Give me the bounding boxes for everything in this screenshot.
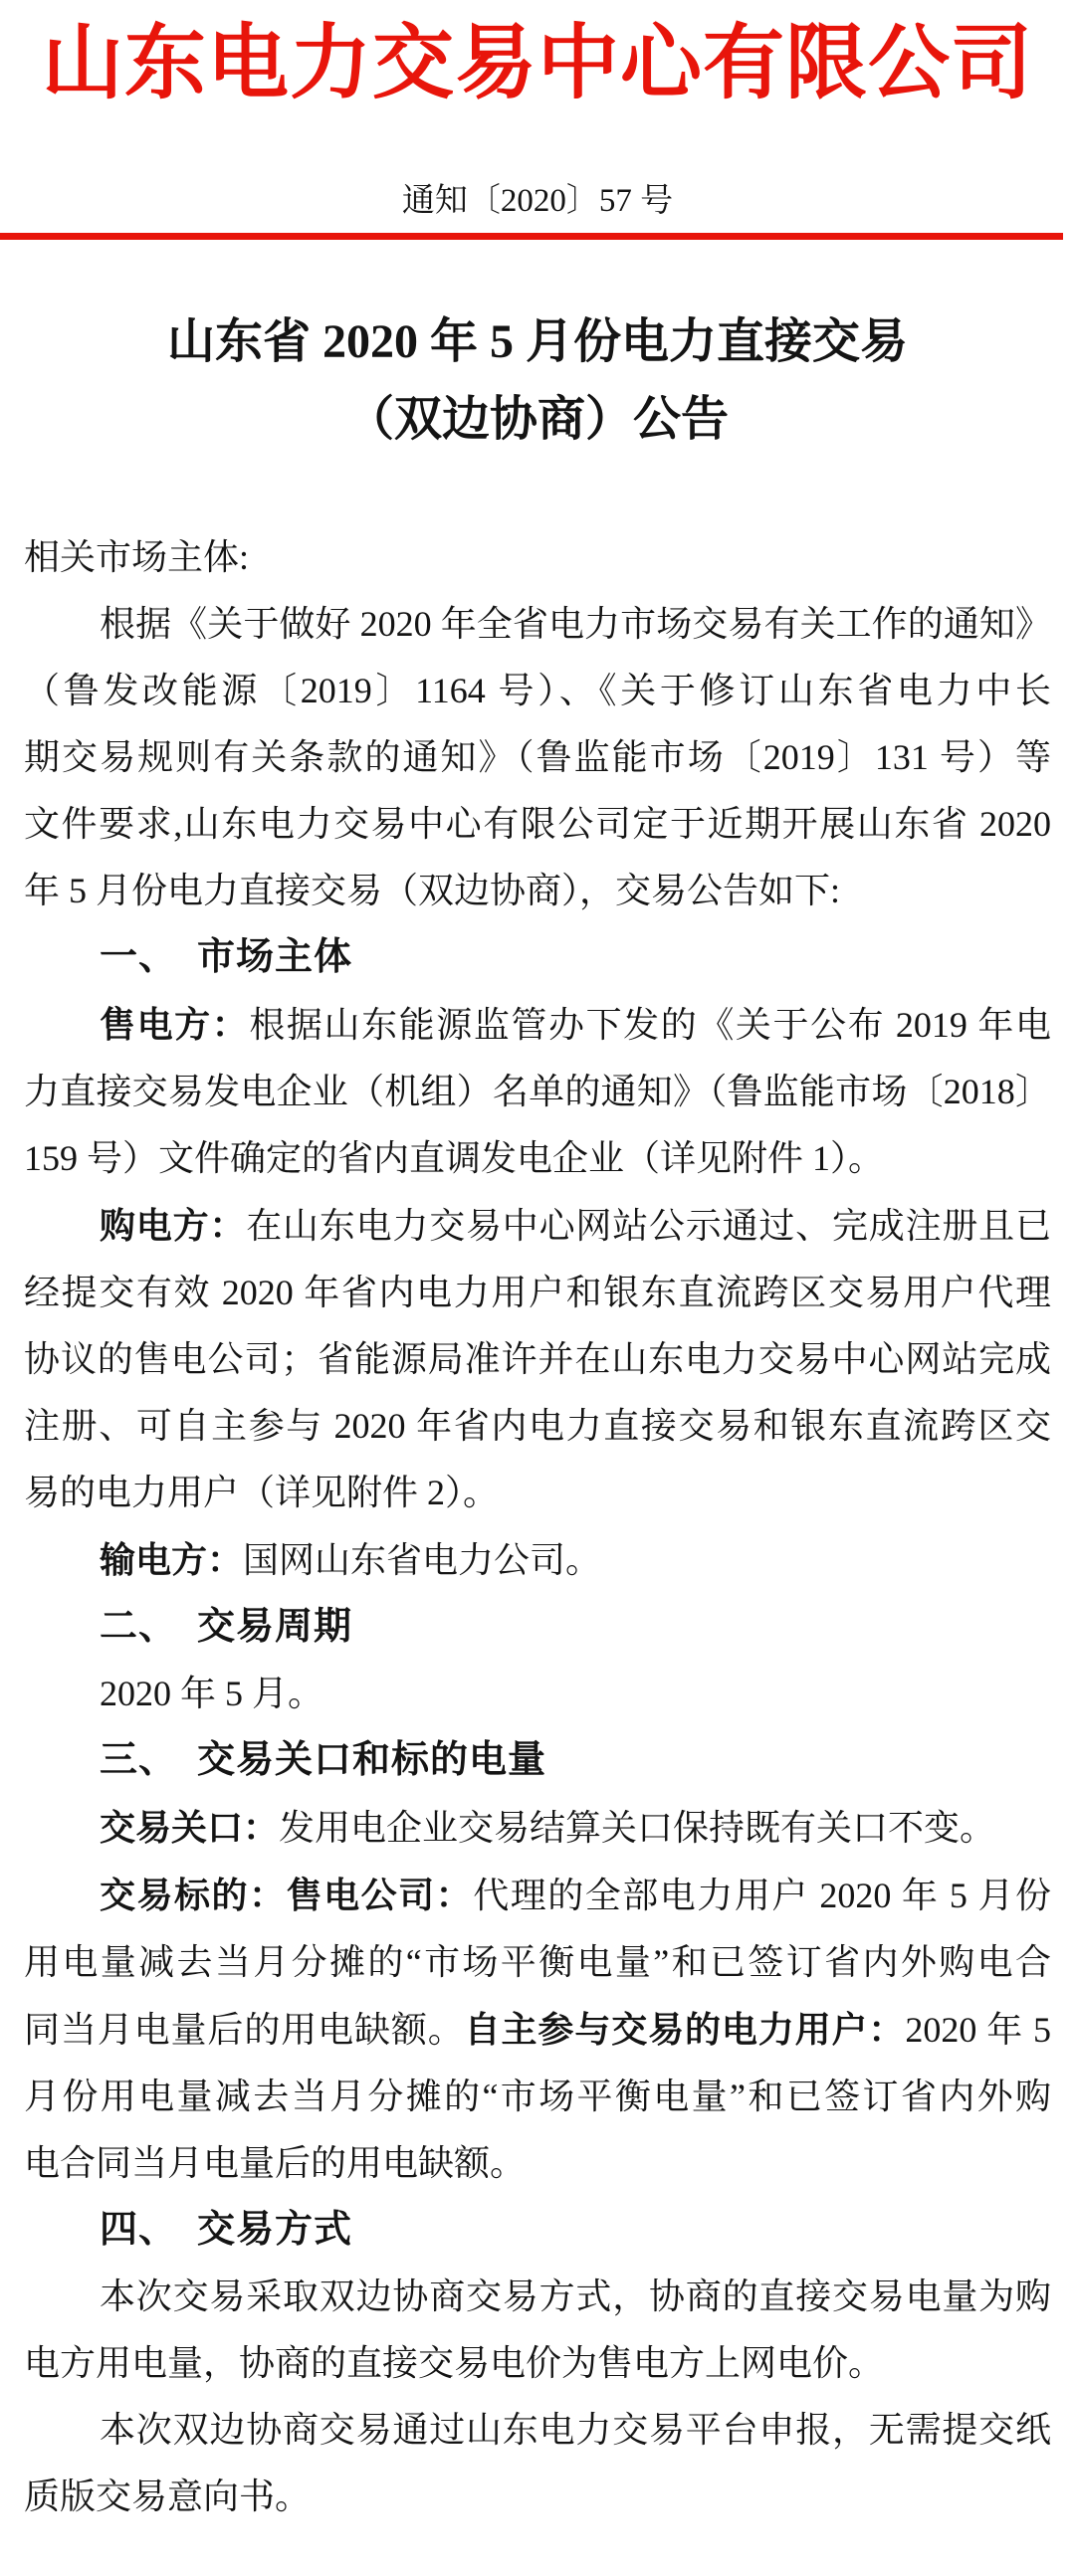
para3-line4: [24, 1393, 1051, 1460]
bold-text-run: 交易标的：: [100, 1875, 287, 1915]
para2-line1: [24, 991, 1051, 1059]
text-run: 文件要求,山东电力交易中心有限公司定于近期开展山东省 2020: [24, 804, 1051, 844]
para7-line3: [24, 1996, 1051, 2064]
text-run: 同当月电量后的用电缺额。: [24, 2010, 465, 2050]
para8-line2: [24, 2330, 1051, 2397]
text-run: 根据《关于做好 2020 年全省电力市场交易有关工作的通知》: [100, 604, 1051, 644]
text-run: 质版交易意向书。: [24, 2477, 312, 2516]
bold-text-run: 交易关口：: [100, 1807, 280, 1848]
text-run: 电方用电量，协商的直接交易电价为售电方上网电价。: [24, 2343, 885, 2383]
para1-line3: [24, 724, 1051, 791]
text-run: 相关市场主体:: [24, 537, 250, 577]
para7-line5: [24, 2130, 1051, 2197]
text-run: 经提交有效 2020 年省内电力用户和银东直流跨区交易用户代理: [24, 1273, 1051, 1312]
bold-text-run: 售电方：: [100, 1004, 250, 1045]
text-run: 年 5 月份电力直接交易（双边协商），交易公告如下:: [24, 871, 841, 910]
text-run: 本次交易采取双边协商交易方式，协商的直接交易电量为购: [100, 2277, 1051, 2316]
notice-number: 通知〔2020〕57 号: [401, 183, 674, 219]
text-run: 协议的售电公司；省能源局准许并在山东电力交易中心网站完成: [24, 1339, 1051, 1379]
para7-line4: [24, 2064, 1051, 2130]
para5-line1: [24, 1661, 1051, 1727]
section-heading-1: [24, 924, 1051, 991]
text-run: 2020 年 5 月。: [100, 1674, 324, 1713]
para7-line1: [24, 1862, 1051, 1929]
para3-line1: [24, 1192, 1051, 1260]
para1-line4: [24, 791, 1051, 858]
para3-line3: [24, 1326, 1051, 1393]
bold-text-run: 自主参与交易的电力用户：: [464, 2009, 906, 2050]
red-divider-rule: [0, 233, 1063, 240]
text-run: 电合同当月电量后的用电缺额。: [24, 2143, 527, 2183]
text-run: 根据山东能源监管办下发的《关于公布 2019 年电: [249, 1005, 1051, 1045]
para3-line5: [24, 1460, 1051, 1526]
text-run: 2020 年 5: [905, 2010, 1051, 2050]
para1-line2: [24, 658, 1051, 724]
text-run: 本次双边协商交易通过山东电力交易平台申报，无需提交纸: [100, 2410, 1051, 2450]
text-run: 国网山东省电力公司。: [243, 1540, 602, 1580]
bold-text-run: 输电方：: [100, 1539, 244, 1580]
text-run: 月份用电量减去当月分摊的“市场平衡电量”和已签订省内外购: [24, 2077, 1051, 2116]
bold-text-run: 一、 市场主体: [100, 936, 353, 978]
text-run: 159 号）文件确定的省内直调发电企业（详见附件 1）。: [24, 1138, 885, 1178]
para3-line2: [24, 1260, 1051, 1326]
para9-line2: [24, 2464, 1051, 2530]
text-run: 期交易规则有关条款的通知》（鲁监能市场〔2019〕131 号）等: [24, 737, 1051, 777]
bold-text-run: 三、 交易关口和标的电量: [100, 1739, 547, 1781]
text-run: 注册、可自主参与 2020 年省内电力直接交易和银东直流跨区交: [24, 1406, 1051, 1446]
section-heading-2: [24, 1594, 1051, 1661]
para1-line1: [24, 591, 1051, 658]
para6-line1: [24, 1794, 1051, 1862]
bold-text-run: 二、 交易周期: [100, 1606, 353, 1648]
text-run: 用电量减去当月分摊的“市场平衡电量”和已签订省内外购电合: [24, 1942, 1051, 1982]
text-run: 在山东电力交易中心网站公示通过、完成注册且已: [246, 1206, 1051, 1246]
para2-line2: [24, 1059, 1051, 1125]
para1-line5: [24, 858, 1051, 924]
text-run: （鲁发改能源〔2019〕1164 号）、《关于修订山东省电力中长: [24, 671, 1051, 710]
doc-title: [0, 303, 1075, 459]
bold-text-run: 四、 交易方式: [100, 2209, 353, 2251]
doc-title-line2: （双边协商）公告: [345, 393, 729, 446]
doc-title-line1: 山东省 2020 年 5 月份电力直接交易: [166, 315, 908, 368]
section-heading-4: [24, 2197, 1051, 2264]
bold-text-run: 购电方：: [100, 1205, 247, 1246]
para2-line3: [24, 1125, 1051, 1192]
text-run: 发用电企业交易结算关口保持既有关口不变。: [279, 1808, 996, 1848]
para7-line2: [24, 1929, 1051, 1996]
para9-line1: [24, 2397, 1051, 2464]
salutation: [24, 524, 1051, 591]
para8-line1: [24, 2264, 1051, 2330]
document-body: [0, 524, 1075, 2530]
para4-line1: [24, 1526, 1051, 1594]
section-heading-3: [24, 1727, 1051, 1794]
org-title: 山东电力交易中心有限公司: [41, 18, 1033, 108]
bold-text-run: 售电公司：: [286, 1875, 474, 1915]
text-run: 代理的全部电力用户 2020 年 5 月份: [473, 1876, 1051, 1915]
text-run: 力直接交易发电企业（机组）名单的通知》（鲁监能市场〔2018〕: [24, 1072, 1051, 1111]
text-run: 易的电力用户（详见附件 2）。: [24, 1473, 500, 1512]
